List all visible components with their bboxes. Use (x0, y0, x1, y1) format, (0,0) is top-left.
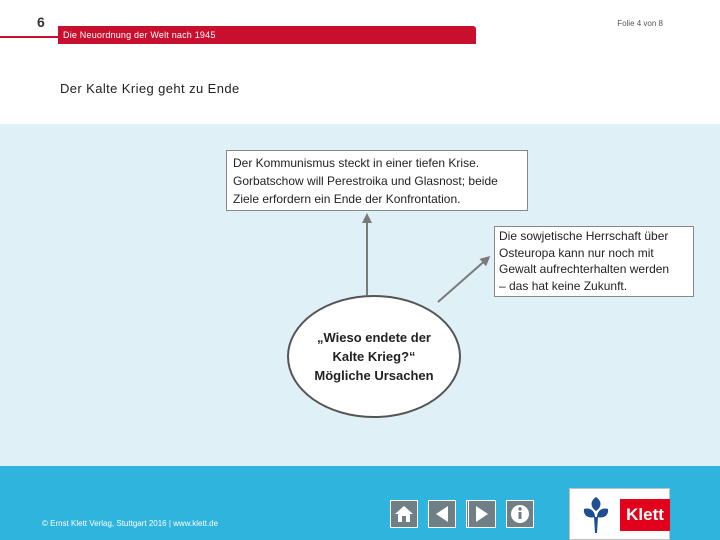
content-area (0, 124, 720, 466)
cause-box-eastern-europe (494, 226, 694, 297)
cause-2-line-1: Die sowjetische Herrschaft über (499, 229, 669, 243)
section-title: Die Neuordnung der Welt nach 1945 (63, 30, 216, 40)
logo-wordmark: Klett (620, 499, 670, 531)
slide-counter: Folie 4 von 8 (617, 19, 663, 28)
cause-1-line-1: Der Kommunismus steckt in einer tiefen Krise. (233, 156, 480, 170)
arrow-to-cause-2 (438, 258, 488, 302)
central-question-text: „Wieso endete der Kalte Krieg?“ Mögliche Ursachen (314, 330, 434, 383)
cause-2-line-4: – das hat keine Zukunft. (499, 278, 628, 293)
info-button[interactable] (506, 500, 534, 528)
header-divider (0, 36, 60, 38)
next-icon (469, 501, 495, 527)
chapter-number: 6 (37, 14, 45, 30)
section-title-bar (58, 26, 476, 44)
cause-1-line-2: Gorbatschow will Perestroika und Glasnost; beide (233, 174, 498, 188)
next-button[interactable] (468, 500, 496, 528)
cause-1-line-3: Ziele erfordern ein Ende der Konfrontation. (233, 192, 461, 206)
cause-2-line-2: Osteuropa kann nur noch mit (499, 245, 654, 260)
footer (0, 466, 720, 540)
previous-button[interactable] (428, 500, 456, 528)
slide-title: Der Kalte Krieg geht zu Ende (60, 81, 240, 96)
previous-icon (429, 501, 455, 527)
cause-2-line-3: Gewalt aufrechterhalten werden (499, 262, 670, 276)
central-question (287, 295, 461, 418)
cause-box-crisis (226, 150, 528, 211)
home-icon (391, 501, 417, 527)
info-icon (507, 501, 533, 527)
home-button[interactable] (390, 500, 418, 528)
klett-clover-icon (574, 493, 618, 537)
klett-logo (569, 488, 670, 540)
copyright: © Ernst Klett Verlag, Stuttgart 2016 | www.klett.de (42, 519, 219, 528)
